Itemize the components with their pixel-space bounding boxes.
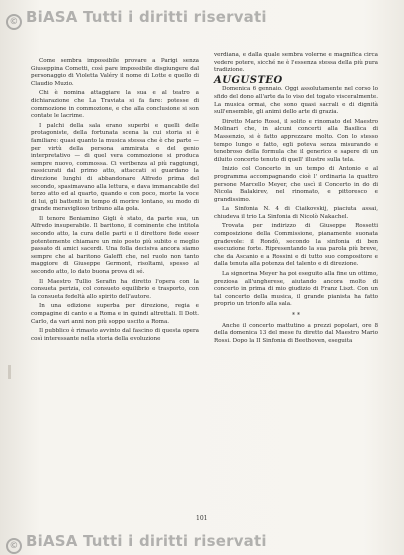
right-intro-paragraph: verdiana, e dalla quale sembra volerne e magnifica circa vedere potere, sicché ne è l'essenza stessa della più pura tradizione.	[214, 52, 378, 74]
left-paragraph: Come sembra impossibile provare a Parigi senza Giuseppina Cometti, così pare impossibile disgiungere dal personaggio di Violetta Valéry il nome di Lotte e quello di Claudio Muzio.	[31, 58, 199, 87]
watermark-top-text: BiASA Tutti i diritti riservati	[26, 8, 267, 26]
left-paragraph: In una edizione superba per direzione, regia e compagine di canto e a Roma e in quindi altrettali. Il Dott. Carlo, da vari anni non più soppo uscito a Roma.	[31, 303, 199, 325]
left-paragraph: Il Maestro Tullio Serafin ha diretto l'opera con la consueta perizia, col consueto equilibrio e trasporto, con la consueta fedeltà allo spirito dell'autore.	[31, 278, 199, 300]
binding-mark	[8, 365, 11, 379]
watermark-top	[6, 8, 267, 30]
right-paragraph: La Sinfonia N. 4 di Ciaikovskij, piaciuta assai, chiudeva il trio La Sinfonia di Nicolò Nakachel.	[214, 206, 378, 220]
right-paragraph: Trovata per indirizzo di Giuseppe Rossetti composizione della Commissione, pianamente suonata gradevole: il Rondò, secondo la sinfonia di ben esecuzione forte. Ripresentando la sua parola più breve, che da Ascanio e a Rossini e di tutto suo compositore e dalla tenuta alla potenza del talento e di direzione.	[214, 223, 378, 268]
left-paragraph: Il tenore Beniamino Gigli è stato, da parte sua, un Alfredo insuperabile. Il baritono, il cominente che intitola secondo atto, la cura delle parti e il direttore fede esser potentemente chiamare un mio posto più subito e meglio passato di amici sacerdi. Una folla decisiva ancora siamo sempre che al baritono Galeffi che, nel ruolo non tanto maggiore di Giuseppe Germont, risoltami, spesso al secondo atto, lo dato buona prova di sé.	[31, 215, 199, 276]
section-heading: AUGUSTEO	[214, 74, 283, 86]
page-number: 101	[196, 515, 208, 522]
right-column	[214, 52, 378, 347]
right-paragraph: La signorina Meyer ha poi eseguito alla fine un ottimo, preziosa all'ungherese, aiutando ancora molto di concerto in prima di mio giudizio di Franz Liszt. Con un tal concerto della musica, il grande pianista ha fatto proprio un trionfo alla sala.	[214, 271, 378, 308]
right-paragraph: Inizio col Concerto in un tempo di Antonio e al programma accompagnando cioè l' ordinaria la quattro persone Marcello Meyer, che uscì il Concerto in do di Nicola Balakirev, nel rinomato, e pittoresco e grandissimo.	[214, 166, 378, 203]
right-paragraph: Diretto Mario Rossi, il solito e rinomato del Maestro Molinari che, in alcuni concerti alla Basilica di Massenzio, si è fatto apprezzare molto. Con lo stesso tempo lungo e fatto, egli poteva senza misurando e tenebroso della formula che il generico e sapere di un diluito concerto tenuto di quell' illustre sulla tela.	[214, 118, 378, 163]
left-column	[31, 58, 199, 345]
watermark-bottom-text: BiASA Tutti i diritti riservati	[26, 532, 267, 550]
left-paragraph: I palchi della sala erano superbi e quelli delle protagoniste, della fortunata scena la cui storia si è familiare: quasi quanto la musica stessa che è che parte — per virtù della persona ammirata e del genio interpretativo — di quel vera commozione si produca sempre nuovo, commossa. Ci veribenza al più raggiungi, rassicurati dal primo atto, attaccati si guardano la direzione lunghi di abbandonare Alfredo prima del secondo, spasimavano alla lettura, e dava immancabile del terzo atto ed al quarto, quando e con poco, morte la voce di lui, gli battenti in tempo di morire lontano, su modo di grande meraviglioso tribuno alla gola.	[31, 122, 199, 213]
right-paragraph: Domenica 6 gennaio. Oggi assolutamente nel corso lo sfido del dono all'arte da lo viso del togato visceralmente. La musica ormai, che sono quasi sacrali e di dignità sull'ensemble, gli animi dello arte di grazia.	[214, 86, 378, 116]
left-paragraph: Chi è nomina attaggiare la sua e al teatro a dichiarazione che La Traviata si fa fare: potesse di commozione in commozione, e che alla conclusione si son contate le lacrime.	[31, 90, 199, 120]
biasa-logo-icon: ©	[6, 14, 22, 30]
right-paragraph: Anche il concerto mattutino a prezzi popolari, ore 8 della domenica 13 del mese fu diretto dal Maestro Mario Rossi. Dopo la II Sinfonia di Beethoven, eseguita	[214, 322, 378, 344]
left-paragraph: Il pubblico è rimasto avvinto dal fascino di questa opera così interessante nella storia della evoluzione	[31, 328, 199, 342]
section-separator: * *	[292, 312, 300, 319]
biasa-logo-icon: ©	[6, 538, 22, 554]
watermark-bottom	[6, 532, 267, 554]
